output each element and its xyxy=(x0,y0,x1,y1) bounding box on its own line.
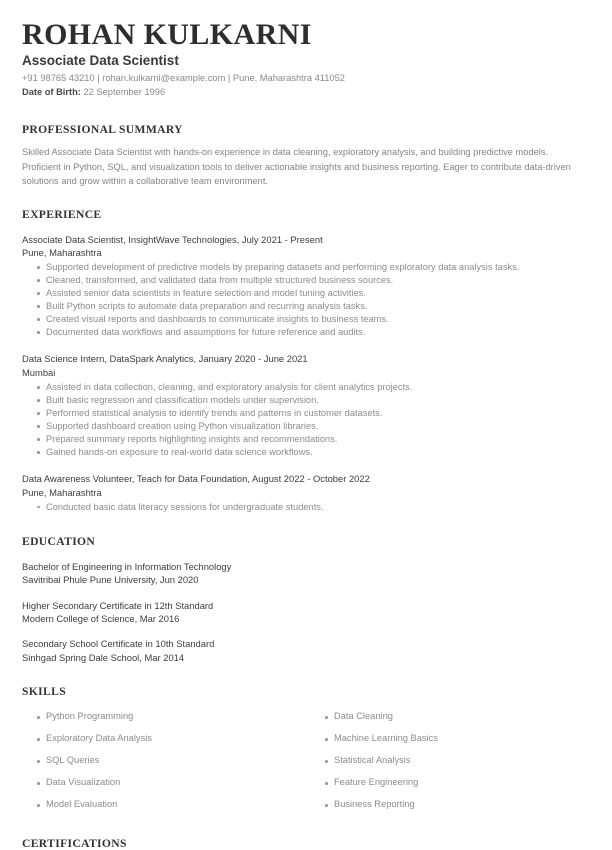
experience-bullet-list xyxy=(22,501,590,514)
experience-entry xyxy=(22,472,590,514)
experience-bullet: Conducted basic data literacy sessions for undergraduate students. xyxy=(22,501,590,514)
experience-bullet-list xyxy=(22,381,590,459)
experience-bullet: Built basic regression and classification models under supervision. xyxy=(22,394,590,407)
experience-bullet: Documented data workflows and assumptions for future reference and audits. xyxy=(22,326,590,339)
experience-entry xyxy=(22,352,590,459)
date-of-birth-value: 22 September 1996 xyxy=(83,86,166,97)
education-degree: Secondary School Certificate in 10th Standard xyxy=(22,638,215,650)
education-entry xyxy=(22,637,590,664)
skills-columns xyxy=(22,706,590,816)
professional-summary-text: Skilled Associate Data Scientist with hands-on experience in data cleaning, exploratory analysis, and building predictive models. Proficient in Python, SQL, and visualization tools to deliver actionable insights and business reporting. Eager to contribute data-driven solutions and grow within a collaborative team environment. xyxy=(22,147,571,187)
experience-bullet: Assisted senior data scientists in feature selection and model tuning activities. xyxy=(22,287,590,300)
resume-header xyxy=(22,18,590,99)
skill-item: Machine Learning Basics xyxy=(310,728,598,750)
skill-list-left xyxy=(22,706,310,816)
skill-item: Data Visualization xyxy=(22,772,310,794)
experience-bullet: Gained hands-on exposure to real-world data science workflows. xyxy=(22,446,590,459)
experience-location: Pune, Maharashtra xyxy=(22,246,102,258)
experience-bullet: Built Python scripts to automate data preparation and recurring analysis tasks. xyxy=(22,300,590,313)
experience-entry xyxy=(22,233,590,340)
skill-item: Statistical Analysis xyxy=(310,750,598,772)
education-school: Savitribai Phule Pune University, Jun 2020 xyxy=(22,574,199,586)
education-entry xyxy=(22,599,590,626)
experience-bullet: Prepared summary reports highlighting insights and recommendations. xyxy=(22,433,590,446)
skills-column-right xyxy=(310,706,598,816)
experience-bullet: Supported development of predictive models by preparing datasets and performing exploratory data analysis tasks. xyxy=(22,261,590,274)
date-of-birth-label: Date of Birth: xyxy=(22,86,81,97)
skills-column-left xyxy=(22,706,310,816)
skill-item: Python Programming xyxy=(22,706,310,728)
contact-info-line: +91 98765 43210 | rohan.kulkarni@example.com | Pune, Maharashtra 411052 xyxy=(22,73,345,84)
experience-bullet: Performed statistical analysis to identify trends and patterns in customer datasets. xyxy=(22,407,590,420)
experience-title-line: Associate Data Scientist, InsightWave Technologies, July 2021 - Present xyxy=(22,233,323,245)
skill-item: Business Reporting xyxy=(310,794,598,816)
skill-item: Data Cleaning xyxy=(310,706,598,728)
experience-title-line: Data Science Intern, DataSpark Analytics, January 2020 - June 2021 xyxy=(22,353,308,365)
skill-item: Model Evaluation xyxy=(22,794,310,816)
section-heading-education: EDUCATION xyxy=(22,534,96,548)
experience-bullet: Cleaned, transformed, and validated data from multiple structured business sources. xyxy=(22,274,590,287)
skill-item: Feature Engineering xyxy=(310,772,598,794)
experience-location: Pune, Maharashtra xyxy=(22,486,102,498)
section-heading-skills: SKILLS xyxy=(22,684,66,698)
education-degree: Higher Secondary Certificate in 12th Standard xyxy=(22,599,214,611)
candidate-job-title: Associate Data Scientist xyxy=(22,52,179,68)
experience-bullet: Assisted in data collection, cleaning, and exploratory analysis for client analytics projects. xyxy=(22,381,590,394)
date-of-birth-line xyxy=(22,86,590,99)
education-school: Sinhgad Spring Dale School, Mar 2014 xyxy=(22,651,185,663)
education-degree: Bachelor of Engineering in Information Technology xyxy=(22,560,232,572)
education-school: Modern College of Science, Mar 2016 xyxy=(22,612,180,624)
section-heading-experience: EXPERIENCE xyxy=(22,207,102,221)
experience-title-line: Data Awareness Volunteer, Teach for Data Foundation, August 2022 - October 2022 xyxy=(22,473,370,485)
experience-bullet-list xyxy=(22,261,590,339)
section-heading-certifications: CERTIFICATIONS xyxy=(22,836,127,850)
section-heading-professional-summary: PROFESSIONAL SUMMARY xyxy=(22,123,183,137)
experience-bullet: Created visual reports and dashboards to communicate insights to business teams. xyxy=(22,313,590,326)
experience-location: Mumbai xyxy=(22,366,56,378)
experience-bullet: Supported dashboard creation using Python visualization libraries. xyxy=(22,420,590,433)
skill-item: SQL Queries xyxy=(22,750,310,772)
skill-item: Exploratory Data Analysis xyxy=(22,728,310,750)
education-entry xyxy=(22,560,590,587)
candidate-name: ROHAN KULKARNI xyxy=(22,18,312,51)
skill-list-right xyxy=(310,706,598,816)
